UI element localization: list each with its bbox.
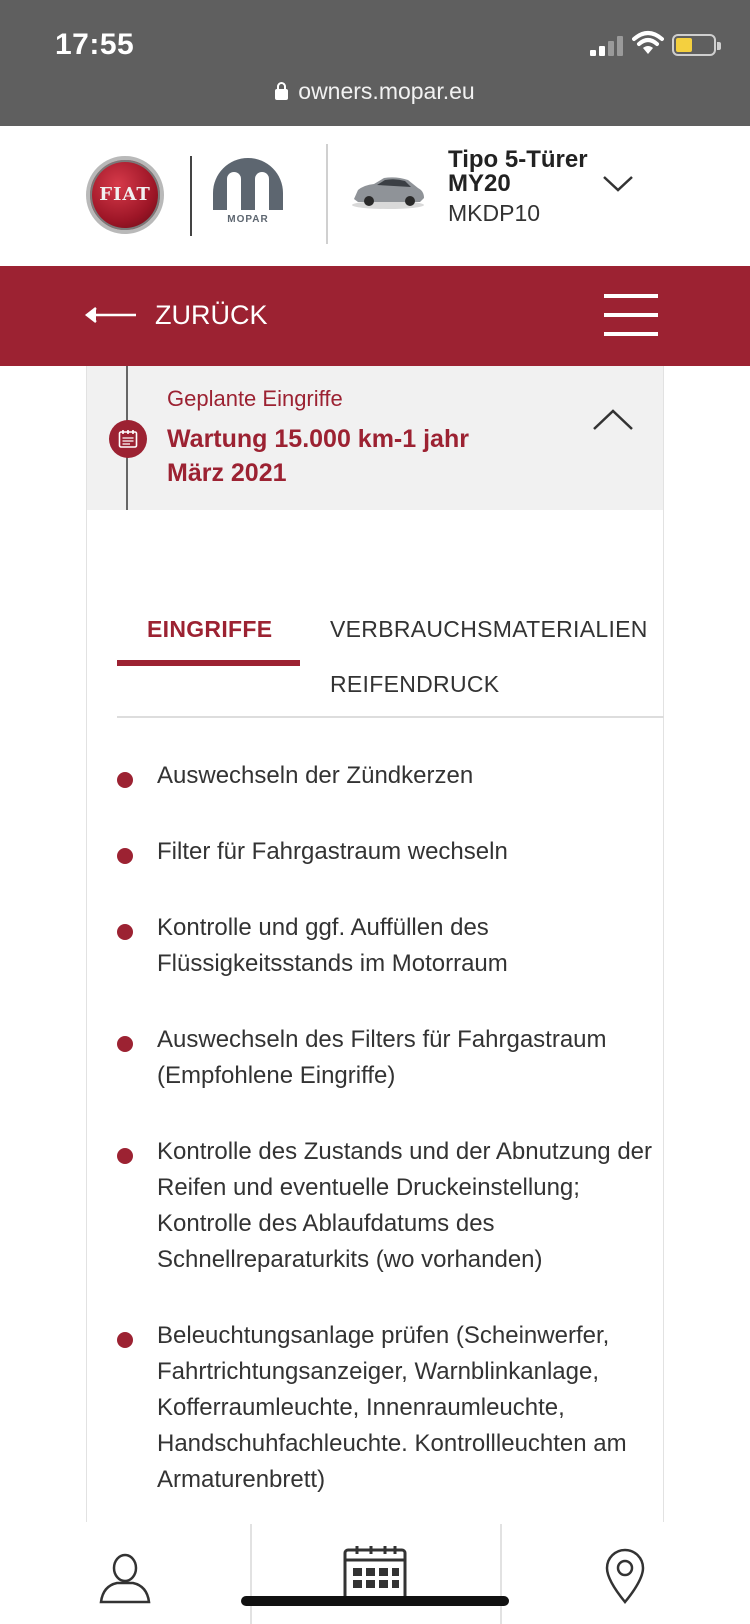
bottom-nav (0, 1522, 750, 1624)
tab-reifendruck[interactable]: REIFENDRUCK (330, 671, 500, 697)
vehicle-code: MKDP10 (448, 200, 541, 226)
url-bar[interactable] (0, 78, 750, 118)
tab-eingriffe[interactable]: EINGRIFFE (147, 616, 273, 642)
panel-title: Wartung 15.000 km-1 jahr März 2021 (167, 425, 469, 487)
mopar-logo: MOPAR (210, 158, 286, 230)
vehicle-divider (326, 144, 328, 244)
top-nav (0, 266, 750, 366)
battery-icon (672, 34, 716, 56)
home-indicator[interactable] (241, 1596, 509, 1606)
arrow-left-icon[interactable] (84, 306, 136, 324)
url-text: owners.mopar.eu (298, 78, 475, 104)
bullet-icon (117, 848, 133, 864)
status-time: 17:55 (55, 28, 135, 61)
calendar-icon (109, 420, 147, 458)
chevron-up-icon[interactable] (592, 408, 634, 432)
car-thumbnail (350, 174, 426, 210)
browser-status-bar (0, 0, 750, 126)
brand-header (0, 126, 750, 266)
chevron-down-icon[interactable] (602, 174, 634, 194)
menu-icon[interactable] (604, 294, 658, 336)
bullet-icon (117, 924, 133, 940)
bottom-nav-divider (250, 1524, 252, 1624)
tabs-divider (117, 716, 664, 718)
wifi-icon (632, 30, 664, 56)
back-button[interactable]: ZURÜCK (155, 300, 268, 330)
bottom-nav-divider (500, 1524, 502, 1624)
bullet-icon (117, 1036, 133, 1052)
location-pin-icon[interactable] (603, 1546, 647, 1606)
vehicle-model: Tipo 5-Türer MY20 (448, 146, 588, 197)
lock-icon (275, 89, 288, 100)
fiat-logo[interactable]: FIAT (86, 156, 164, 234)
bullet-icon (117, 772, 133, 788)
bullet-icon (117, 1148, 133, 1164)
bullet-icon (117, 1332, 133, 1348)
logo-divider (190, 156, 192, 236)
active-tab-indicator (117, 660, 300, 666)
panel-label: Geplante Eingriffe (167, 386, 343, 411)
profile-icon[interactable] (97, 1550, 153, 1606)
signal-icon (590, 34, 626, 56)
tab-verbrauchsmaterialien[interactable]: VERBRAUCHSMATERIALIEN (330, 616, 648, 642)
